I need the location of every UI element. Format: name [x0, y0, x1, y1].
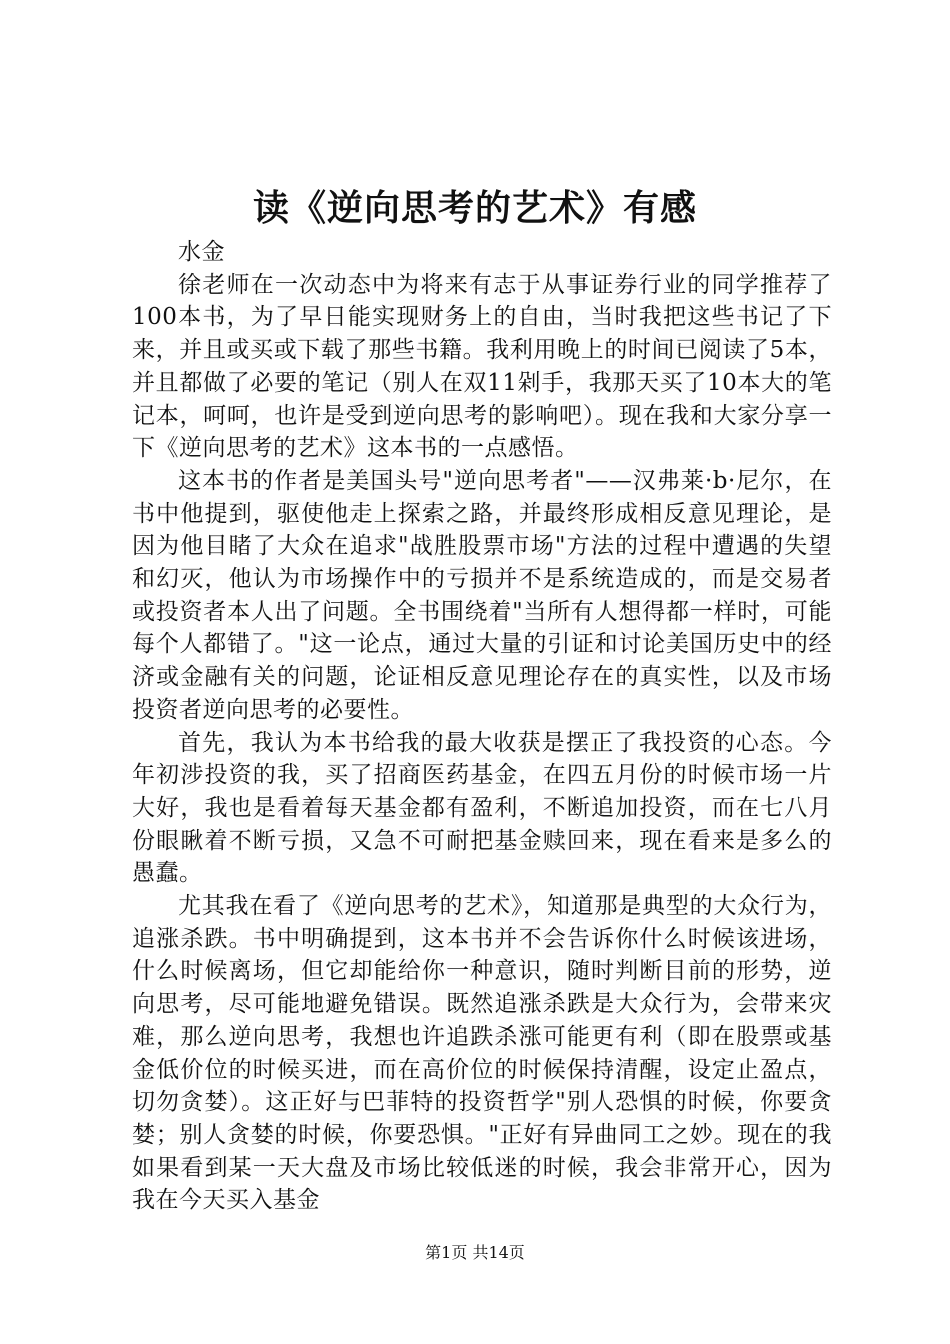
paragraph-4: 尤其我在看了《逆向思考的艺术》，知道那是典型的大众行为，追涨杀跌。书中明确提到，这本书并不会告诉你什么时候该进场，什么时候离场，但它却能给你一种意识，随时判断目前的形势，逆向思考，尽可能地避免错误。既然追涨杀跌是大众行为，会带来灾难，那么逆向思考，我想也许追跌杀涨可能更有利（即在股票或基金低价位的时候买进，而在高价位的时候保持清醒，设定止盈点，切勿贪婪）。这正好与巴菲特的投资哲学"别人恐惧的时候，你要贪婪；别人贪婪的时候，你要恐惧。"正好有异曲同工之妙。现在的我如果看到某一天大盘及市场比较低迷的时候，我会非常开心，因为我在今天买入基金 [132, 893, 832, 1214]
document-body [132, 236, 832, 1217]
paragraph-1: 徐老师在一次动态中为将来有志于从事证券行业的同学推荐了100本书，为了早日能实现财务上的自由，当时我把这些书记了下来，并且或买或下载了那些书籍。我利用晚上的时间已阅读了5本，并且都做了必要的笔记（别人在双11剁手，我那天买了10本大的笔记本，呵呵，也许是受到逆向思考的影响吧）。现在我和大家分享一下《逆向思考的艺术》这本书的一点感悟。 [132, 271, 832, 462]
author-name: 水金 [178, 239, 225, 265]
page-number-footer: 第1页 共14页 [425, 1243, 525, 1262]
paragraph-2: 这本书的作者是美国头号"逆向思考者"——汉弗莱·b·尼尔，在书中他提到，驱使他走上探索之路，并最终形成相反意见理论，是因为他目睹了大众在追求"战胜股票市场"方法的过程中遭遇的失望和幻灭，他认为市场操作中的亏损并不是系统造成的，而是交易者或投资者本人出了问题。全书围绕着"当所有人想得都一样时，可能每个人都错了。"这一论点，通过大量的引证和讨论美国历史中的经济或金融有关的问题，论证相反意见理论存在的真实性，以及市场投资者逆向思考的必要性。 [132, 467, 832, 723]
paragraph-3: 首先，我认为本书给我的最大收获是摆正了我投资的心态。今年初涉投资的我，买了招商医药基金，在四五月份的时候市场一片大好，我也是看着每天基金都有盈利，不断追加投资，而在七八月份眼瞅着不断亏损，又急不可耐把基金赎回来，现在看来是多么的愚蠢。 [132, 729, 832, 887]
document-title: 读《逆向思考的艺术》有感 [252, 187, 697, 229]
